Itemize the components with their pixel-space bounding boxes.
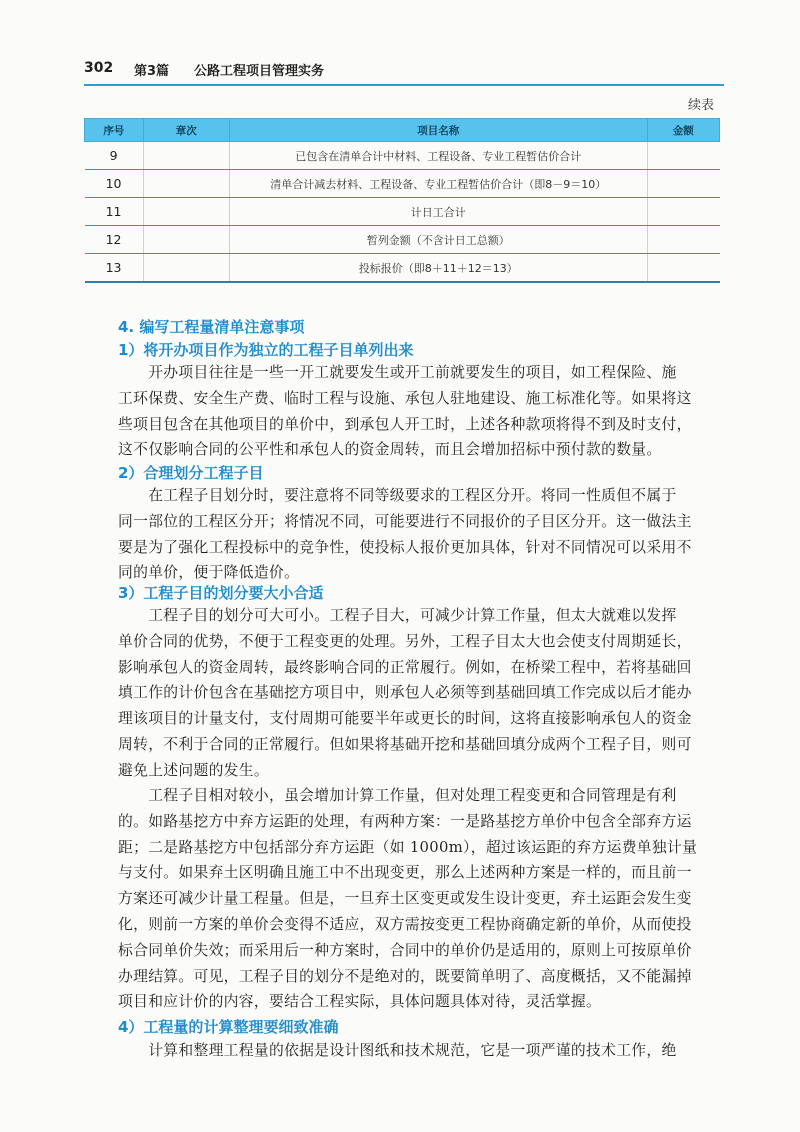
text-line: 工环保费、安全生产费、临时工程与设施、承包人驻地建设、施工标准化等。如果将这 [118, 389, 692, 407]
row-amount [647, 170, 719, 198]
text-line: 要是为了强化工程投标中的竞争性，使投标人报价更加具体，针对不同情况可以采用不 [118, 538, 692, 556]
row-chapter [143, 170, 229, 198]
row-chapter [143, 254, 229, 283]
row-no: 12 [85, 226, 144, 254]
paragraph-3b [118, 783, 703, 1015]
row-amount [647, 226, 719, 254]
row-amount [647, 142, 719, 170]
table-row [85, 170, 720, 198]
text-line: 与支付。如果弃土区明确且施工中不出现变更，那么上述两种方案是一样的，而且前一 [118, 864, 692, 882]
row-chapter [143, 226, 229, 254]
text-line: 计算和整理工程量的依据是设计图纸和技术规范，它是一项严谨的技术工作，绝 [118, 1042, 677, 1059]
row-no: 9 [85, 142, 144, 170]
table-row [85, 142, 720, 170]
text-line: 的。如路基挖方中弃方运距的处理，有两种方案：一是路基挖方单价中包含全部弃方运 [118, 812, 692, 830]
subsection-heading-2: 2）合理划分工程子目 [118, 464, 264, 482]
row-no: 11 [85, 198, 144, 226]
row-item-name: 已包含在清单合计中材料、工程设备、专业工程暂估价合计 [229, 142, 647, 170]
paragraph-4 [118, 1038, 703, 1064]
col-header-amount: 金额 [647, 119, 719, 142]
row-no: 13 [85, 254, 144, 283]
table-row [85, 198, 720, 226]
page-number: 302 [84, 60, 114, 76]
table-header-row [85, 119, 720, 142]
text-line: 工程子目相对较小，虽会增加计算工作量，但对处理工程变更和合同管理是有利 [118, 787, 677, 804]
text-line: 距；二是路基挖方中包括部分弃方运距（如 1000m），超过该运距的弃方运费单独计量 [118, 838, 698, 856]
text-line: 化，则前一方案的单价会变得不适应，双方需按变更工程协商确定新的单价，从而使投 [118, 915, 692, 933]
row-chapter [143, 142, 229, 170]
text-line: 理该项目的计量支付，支付周期可能要半年或更长的时间，这将直接影响承包人的资金 [118, 710, 692, 728]
text-line: 办理结算。可见，工程子目的划分不是绝对的，既要简单明了、高度概括，又不能漏掉 [118, 967, 692, 985]
text-line: 同的单价，便于降低造价。 [118, 564, 300, 582]
row-no: 10 [85, 170, 144, 198]
subsection-heading-4: 4）工程量的计算整理要细致准确 [118, 1018, 339, 1036]
text-line: 避免上述问题的发生。 [118, 761, 269, 779]
book-title: 公路工程项目管理实务 [194, 64, 325, 79]
text-line: 项目和应计价的内容，要结合工程实际，具体问题具体对待，灵活掌握。 [118, 993, 602, 1011]
row-item-name: 清单合计减去材料、工程设备、专业工程暂估价合计（即8－9＝10） [229, 170, 647, 198]
paragraph-3a [118, 603, 703, 784]
row-item-name: 暂列金额（不含计日工总额） [229, 226, 647, 254]
text-line: 同一部位的工程区分开；将情况不同，可能要进行不同报价的子目区分开。这一做法主 [118, 512, 692, 530]
running-header [84, 60, 720, 82]
text-line: 这不仅影响合同的公平性和承包人的资金周转，而且会增加招标中预付款的数量。 [118, 441, 662, 459]
row-amount [647, 254, 719, 283]
section-heading: 4. 编写工程量清单注意事项 [118, 318, 305, 336]
text-line: 在工程子目划分时，要注意将不同等级要求的工程区分开。将同一性质但不属于 [118, 487, 677, 504]
row-item-name: 投标报价（即8＋11＋12＝13） [229, 254, 647, 283]
subsection-heading-3: 3）工程子目的划分要大小合适 [118, 584, 324, 602]
bid-summary-table [84, 118, 720, 283]
subsection-heading-1: 1）将开办项目作为独立的工程子目单列出来 [118, 341, 414, 359]
table-row [85, 254, 720, 283]
paragraph-1 [118, 360, 703, 463]
text-line: 影响承包人的资金周转，最终影响合同的正常履行。例如，在桥梁工程中，若将基础回 [118, 658, 692, 676]
text-line: 单价合同的优势，不便于工程变更的处理。另外，工程子目太大也会使支付周期延长， [118, 632, 692, 650]
paragraph-2 [118, 483, 703, 586]
text-line: 周转，不利于合同的正常履行。但如果将基础开挖和基础回填分成两个工程子目，则可 [118, 735, 692, 753]
text-line: 标合同单价失效；而采用后一种方案时，合同中的单价仍是适用的，原则上可按原单价 [118, 941, 692, 959]
text-line: 开办项目往往是一些一开工就要发生或开工前就要发生的项目，如工程保险、施 [118, 364, 677, 381]
text-line: 工程子目的划分可大可小。工程子目大，可减少计算工作量，但太大就难以发挥 [118, 607, 677, 624]
text-line: 方案还可减少计量工程量。但是，一旦弃土区变更或发生设计变更，弃土运距会发生变 [118, 890, 692, 908]
part-label: 第3篇 [134, 64, 170, 79]
text-line: 些项目包含在其他项目的单价中，到承包人开工时，上述各种款项将得不到及时支付， [118, 415, 692, 433]
continued-label: 续表 [687, 98, 714, 113]
row-chapter [143, 198, 229, 226]
col-header-no: 序号 [85, 119, 144, 142]
table-row [85, 226, 720, 254]
row-amount [647, 198, 719, 226]
col-header-item-name: 项目名称 [229, 119, 647, 142]
header-rule [84, 84, 724, 86]
col-header-chapter: 章次 [143, 119, 229, 142]
text-line: 填工作的计价包含在基础挖方项目中，则承包人必须等到基础回填工作完成以后才能办 [118, 684, 692, 702]
row-item-name: 计日工合计 [229, 198, 647, 226]
